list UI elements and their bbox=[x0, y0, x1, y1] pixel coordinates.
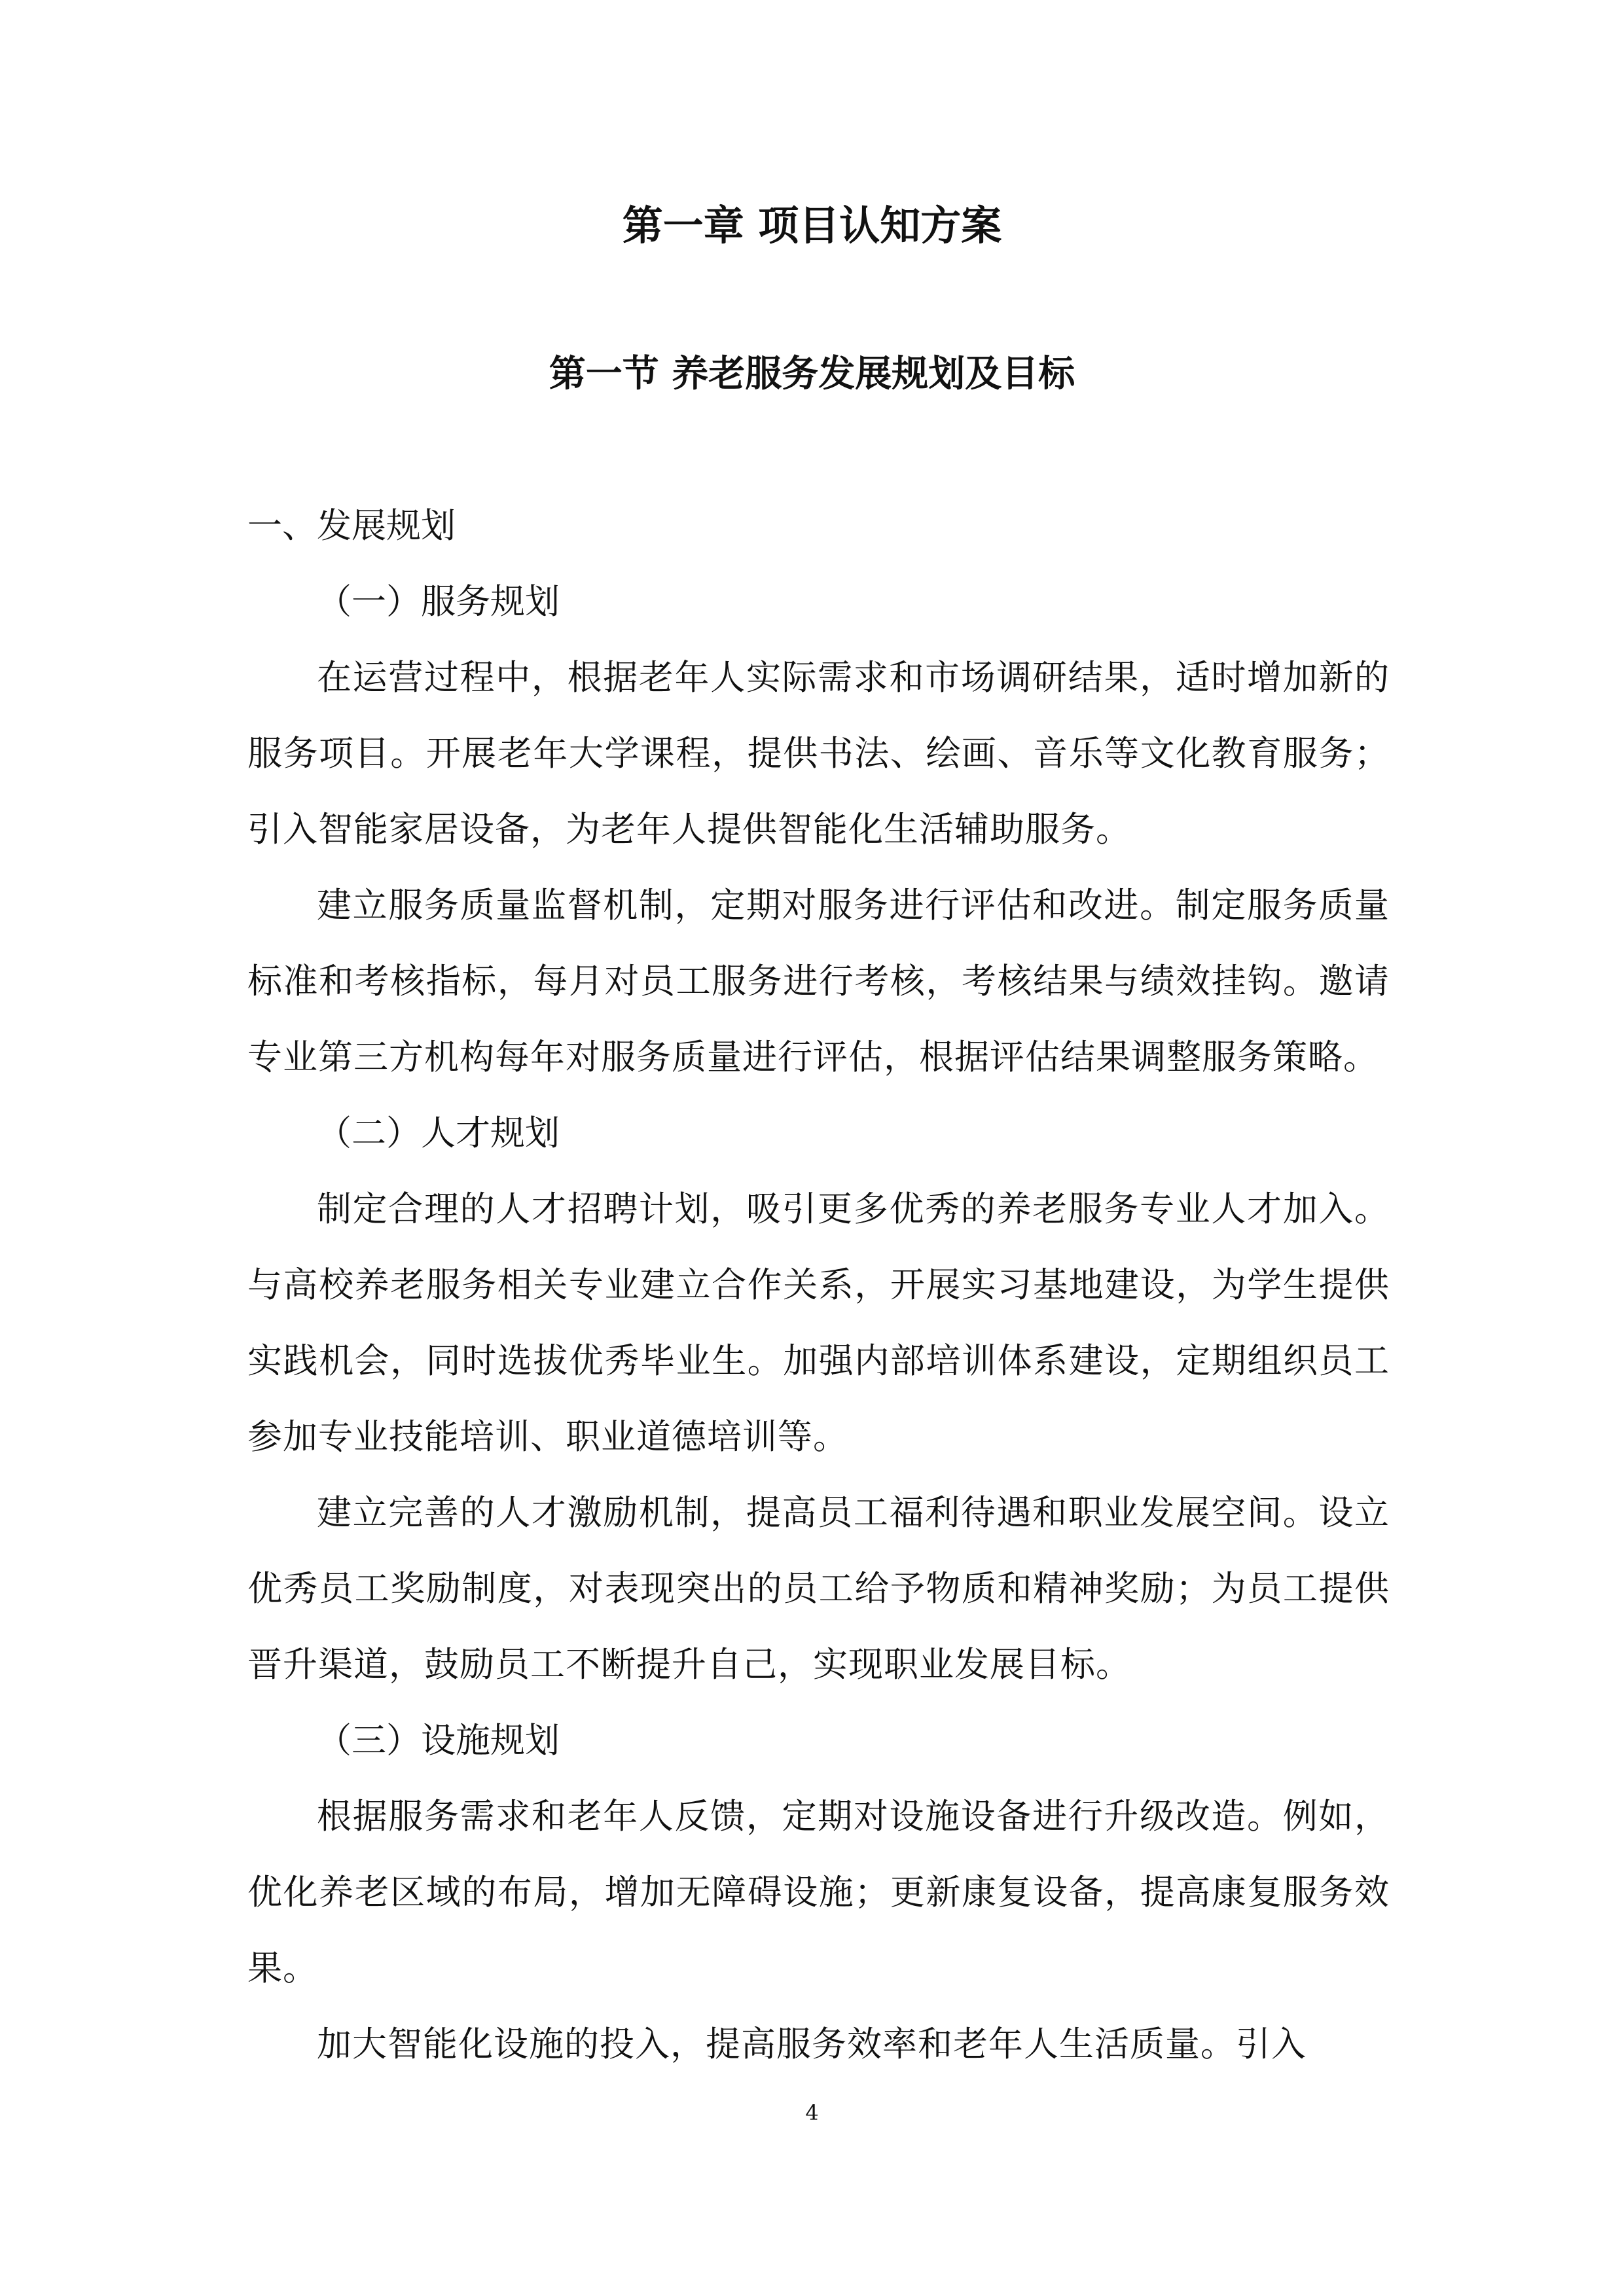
subheading-facility-plan: （三）设施规划 bbox=[317, 1721, 560, 1761]
paragraph: 在运营过程中，根据老年人实际需求和市场调研结果，适时增加新的服务项目。开展老年大学课程，提供书法、绘画、音乐等文化教育服务；引入智能家居设备，为老年人提供智能化生活辅助服务。 bbox=[247, 658, 1390, 850]
document-body bbox=[247, 488, 1390, 2083]
paragraph: 根据服务需求和老年人反馈，定期对设施设备进行升级改造。例如，优化养老区域的布局，增加无障碍设施；更新康复设备，提高康复服务效果。 bbox=[247, 1797, 1390, 1988]
paragraph: 制定合理的人才招聘计划，吸引更多优秀的养老服务专业人才加入。与高校养老服务相关专业建立合作关系，开展实习基地建设，为学生提供实践机会，同时选拔优秀毕业生。加强内部培训体系建设，定期组织员工参加专业技能培训、职业道德培训等。 bbox=[247, 1189, 1390, 1457]
page-number: 4 bbox=[805, 2100, 819, 2125]
heading-development-plan: 一、发展规划 bbox=[247, 506, 456, 546]
section-title: 第一节 养老服务发展规划及目标 bbox=[549, 353, 1075, 395]
paragraph: 加大智能化设施的投入，提高服务效率和老年人生活质量。引入 bbox=[317, 2024, 1307, 2064]
subheading-service-plan: （一）服务规划 bbox=[317, 582, 560, 622]
subheading-talent-plan: （二）人才规划 bbox=[317, 1113, 560, 1153]
paragraph: 建立服务质量监督机制，定期对服务进行评估和改进。制定服务质量标准和考核指标，每月对员工服务进行考核，考核结果与绩效挂钩。邀请专业第三方机构每年对服务质量进行评估，根据评估结果调整服务策略。 bbox=[247, 886, 1390, 1077]
paragraph: 建立完善的人才激励机制，提高员工福利待遇和职业发展空间。设立优秀员工奖励制度，对表现突出的员工给予物质和精神奖励；为员工提供晋升渠道，鼓励员工不断提升自己，实现职业发展目标。 bbox=[247, 1493, 1390, 1685]
chapter-title: 第一章 项目认知方案 bbox=[622, 202, 1002, 249]
